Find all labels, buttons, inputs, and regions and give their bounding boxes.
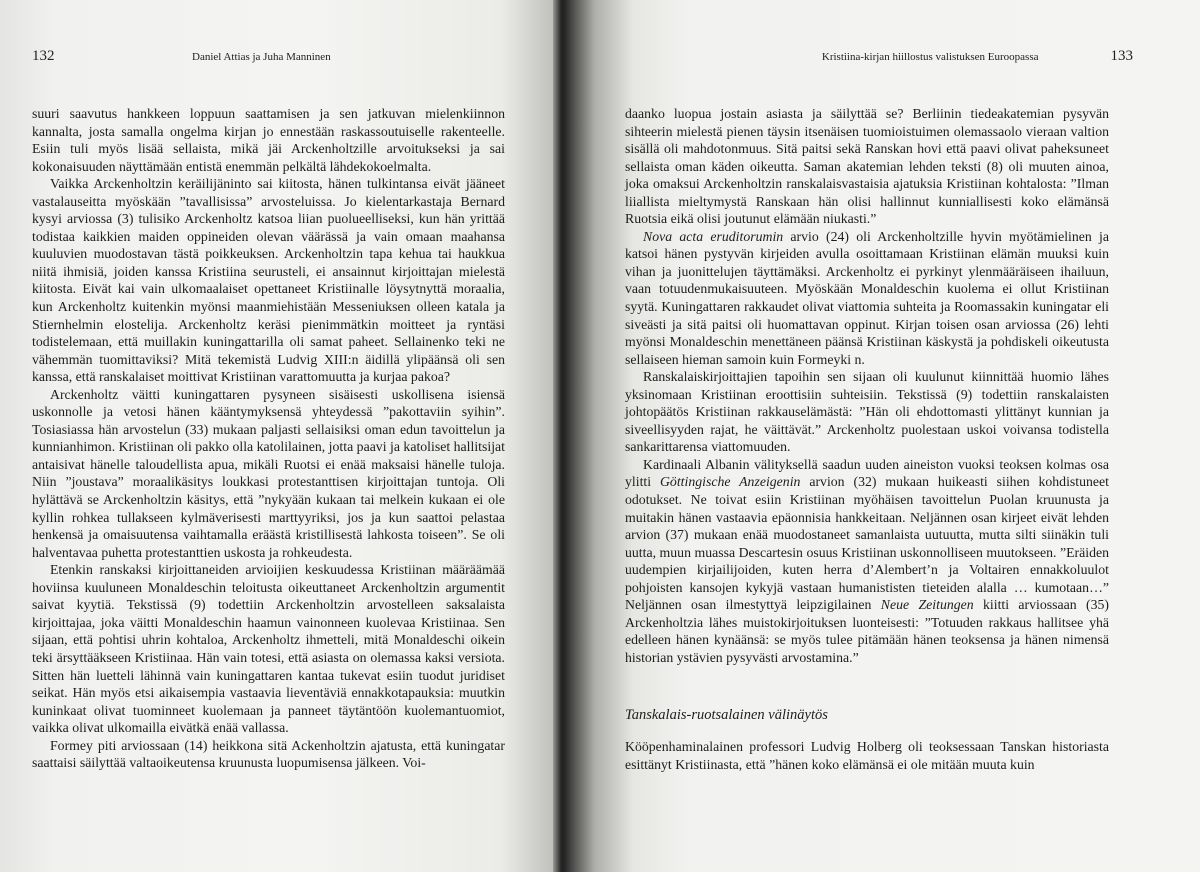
left-paragraph-5: Formey piti arviossaan (14) heikkona sitä Ackenholtzin ajatusta, että kuningatar saattaisi säilyttää valtaoikeutensa kruunusta luopumisensa jälkeen. Voi-	[32, 737, 505, 771]
right-page-number: 133	[1110, 48, 1133, 64]
right-paragraph-2	[625, 228, 1109, 368]
right-page-header	[618, 48, 1200, 65]
right-paragraph-after-subheading: Kööpenhaminalainen professori Ludvig Holberg oli teoksessaan Tanskan historiasta esittänyt Kristiinasta, että ”hänen koko elämänsä ei ole mitään muuta kuin	[625, 739, 1109, 772]
right-running-header: Kristiina-kirjan hiillostus valistuksen Euroopassa	[821, 51, 1039, 63]
left-page-number: 132	[32, 48, 55, 64]
right-paragraph-4-text-c: kiitti arviossaan (35) Arckenholtzia lähes muistokirjoituksen luonteisesti: ”Totuuden rakkaus hallitsee yhä edelleen hänen kynäänsä: se myös tulee pitämään hänen teoksensa ja hänen nimensä historian ystävien pysyvästi arvostamina.”	[625, 597, 1109, 665]
left-page-body	[32, 105, 505, 772]
left-paragraph-1: suuri saavutus hankkeen loppuun saattamisen ja sen jatkuvan mielenkiinnon kannalta, josta samalla ongelma kirjan jo ennestään raskassoutuiselle rakenteelle. Esiin tuli myös lisää sellaista, mikä jäi Arckenholtzille arvoitukseksi ja sai kokonaisuuden näyttämään entistä enemmän pelkältä lähdekokoelmalta.	[32, 106, 505, 174]
left-paragraph-3: Arckenholtz väitti kuningattaren pysyneen sisäisesti uskollisena isiensä uskonnolle ja vetosi hänen kääntymyksensä yhteydessä ”pakottaviin syihin”. Tosiasiassa hän arvostelun (33) mukaan paljasti sellaisiksi oman edun tavoittelun ja kunnianhimon. Kristiinan oli pakko olla katolilainen, jotta paavi ja katoliset hallitsijat antaisivat hänelle taloudellista apua, mikäli Ruotsi ei enää maksaisi hänelle tuloja. Niin ”joustava” moraalikäsitys loukkasi protestanttisen kirjoittajan tuntoja. Oli hylättävä se Arckenholtzin käsitys, että ”nykyään kukaan tai melkein kukaan ei ole kyllin rohkea tullakseen kylmäverisesti marttyyriksi, jos ja kun saattoi pelastaa henkensä ja omaisuutensa vaihtamalla eräästä kristillisestä lahkosta toiseen”. Se oli halventavaa puhetta protestanttien uskosta ja rohkeudesta.	[32, 386, 505, 560]
left-running-header: Daniel Attias ja Juha Manninen	[192, 51, 331, 63]
left-page-header	[32, 48, 557, 65]
left-paragraph-4: Etenkin ranskaksi kirjoittaneiden arvioijien keskuudessa Kristiinan määräämää hoviinsa kuuluneen Monaldeschin teloitusta oikeuttaneet Arckenholtzin argumentit saivat kyytiä. Tekstissä (9) todettiin Arckenholtzin arvostelleen saksalaista kirjoittajaa, joka väitti Monaldeschin haamun vainonneen kuolevaa Kristiinaa. Sen sijaan, että pohtisi uhrin kohtaloa, Arckenholtz ihmetteli, mitä Monaldeschi oikein teki ärsyttääkseen Kristiinaa. Hän vain totesi, että asiasta on olemassa kaksi versiota. Sitten hän luetteli lähinnä vain kuningattaren kantaa tukevat esiin tuodut juridiset seikat. Hän myös etsi aikaisempia vastaavia lieventäviä ennakkotapauksia: muutkin kuninkaat olivat tuominneet kuolemaan ja panneet täytäntöön kuolemantuomiot, vaikka olivat ulkomailla eivätkä enää vallassa.	[32, 562, 505, 736]
section-subheading: Tanskalais-ruotsalainen välinäytös	[625, 706, 828, 723]
right-paragraph-4	[625, 456, 1109, 667]
left-paragraph-2: Vaikka Arckenholtzin keräilijäninto sai kiitosta, hänen tulkintansa eivät jääneet vastalauseitta myöskään ”tavallisissa” arvosteluissa. Jo kielentarkastaja Bernard kysyi arviossa (3) tulisiko Arckenholtz katsoa liian puolueelliseksi, kun hän yrittää todistaa kaikkien maiden oppineiden olevan väärässä ja vain omaan maahansa kuuluvien muodostavan tästä poikkeuksen. Arckenholtzin tapa kehua tai haukkua niitä ihmisiä, joiden kanssa Kristiina seurusteli, ei ansainnut kirjoittajan mielestä kiitosta. Eivät kai vain ulkomaalaiset opettaneet Kristiinalle löysytnyttä moraalia, kun Arckenholtz kuitenkin myönsi maanmiehistään Messeniuksen olleen katala ja Stiernhelmin elostelija. Arckenholtz keräsi pienimmätkin moitteet ja ryntäsi todistelemaan, että muillakin kuningattarilla oli samat paheet. Sellainenko teki ne vähemmän tuomittaviksi? Mitä tekemistä Ludvig XIII:n äidillä ylipäänsä oli sen kanssa, että ranskalaiset moittivat Kristiinan varattomuutta ja kurjaa pakoa?	[32, 176, 505, 385]
right-paragraph-4-text-b: arvion (32) mukaan huikeasti siihen kohdistuneet odotukset. Ne toivat esiin Kristiinan myöhäisen tavoittelun Puolan kruunusta ja muitakin hänen vastaavia epäonnisia hankkeitaan. Neljännen osan kirjeet eivät lehden arvion (37) mukaan enää muodostaneet samanlaista uutuutta, mutta silti siinäkin tuli uutta, muun muassa Descartesin osuus Kristiinan uskonnolliseen muutokseen. ”Eräiden uudempien kirjailijoiden, kuten herra d’Alembert’n ja Voltairen ennakkoluulot pohjoisten kansojen kykyjä vastaan humanististen tieteiden alalla … kumotaan…” Neljännen osan ilmestyttyä leipzigilainen	[625, 474, 1109, 613]
left-page	[0, 0, 557, 872]
right-paragraph-2-text: arvio (24) oli Arckenholtzille hyvin myötämielinen ja katsoi hänen pystyvän kirjeiden avulla osoittamaan Kristiinan elämän muuksi kuin vihan ja juonittelujen täyttämäksi. Arckenholtz ei pyrkinyt ylenmääräiseen ihailuun, vaan totuudenmukaisuuteen. Myöskään Monaldeschin kuolema ei ollut Kristiinan syytä. Kuningattaren rakkaudet olivat viattomia suhteita ja Roomassakin kuningatar eli siveästi ja sitä paitsi oli huomattavan oppinut. Kirjan toisen osan arviossa (26) lehti myönsi Monaldeschin menettäneen päänsä Kristiinan käskystä ja pohdiskeli oikeutusta sellaiseen hieman samoin kuin Formeyki n.	[625, 228, 1109, 367]
right-page-body	[625, 105, 1109, 773]
right-paragraph-1: daanko luopua jostain asiasta ja säilyttää se? Berliinin tiedeakatemian pysyvän sihteerin mielestä pienen täysin itsenäisen tuomioistuimen olemassaolo vieraan valtion sisällä oli mahdotonmuus. Sitä paitsi sekä Ranskan hovi että paavi olivat paheksuneet sellaista oman käden oikeutta. Saman akatemian lehden teksti (8) oli muuten ainoa, joka omaksui Arckenholtzin ranskalaisvastaisia ajatuksia Kristiinan kohtalosta: ”Ilman liiallista mieltymystä Ranskaan hän olisi hallinnut kunniallisesti koko elämänsä Ruotsia eikä olisi joutunut elämään niukasti.”	[625, 106, 1109, 227]
right-page	[563, 0, 1200, 872]
right-paragraph-4-text-a: Kardinaali Albanin välityksellä saadun uuden aineiston vuoksi teoksen kolmas osa ylitti	[625, 456, 1109, 490]
italic-journal-title: Nova acta eruditorumin	[643, 228, 784, 244]
right-paragraph-3: Ranskalaiskirjoittajien tapoihin sen sijaan oli kuulunut kiinnittää huomio lähes yksinomaan Kristiinan eroottisiin suhteisiin. Tekstissä (9) todettiin ranskalaisten johtopäätös Kristiinan rakkauselämästä: ”Hän oli ehdottomasti ylittänyt kunnian ja siveellisyyden rajat, he väittävät.” Arckenholtz puolestaan uskoi voivansa todistella sankarittarensa viattomuuden.	[625, 369, 1109, 455]
italic-journal-title: Göttingische Anzeigenin	[659, 474, 801, 490]
italic-journal-title: Neue Zeitungen	[880, 597, 974, 613]
